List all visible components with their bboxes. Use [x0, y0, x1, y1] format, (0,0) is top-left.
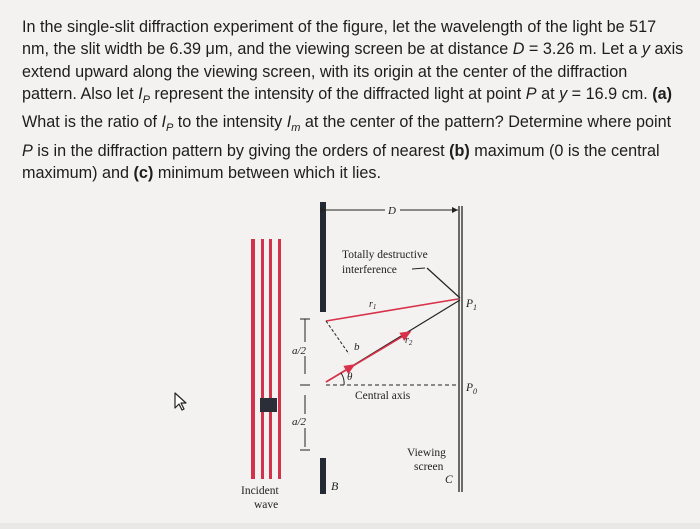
var-Ip-2 [161, 113, 174, 135]
var-D: D [512, 40, 525, 59]
problem-text-9: at the center of the pattern? Determine where point [300, 113, 672, 132]
wavefront-dark-band [260, 398, 277, 412]
interference-label: interference [342, 264, 397, 276]
interference-pointer [412, 268, 425, 269]
part-c-label: (c) [133, 164, 154, 183]
b-label: b [354, 341, 360, 353]
problem-text-3: axis extend upward along the viewing screen, with its origin at the center of the diffraction pattern. Also let [22, 40, 684, 103]
part-b-label: (b) [449, 141, 470, 160]
a-half-upper-label: a/2 [292, 345, 307, 357]
problem-text-12: minimum between which it lies. [153, 164, 381, 183]
problem-text-2: = 3.26 m. Let a [524, 40, 642, 59]
diffraction-figure [230, 192, 480, 517]
C-label: C [445, 474, 453, 486]
var-y-2: y [559, 84, 568, 103]
incident-label: Incident [241, 485, 279, 497]
var-Im-sub: m [291, 122, 301, 135]
var-P-2: P [22, 141, 33, 160]
slit-width-markers [300, 319, 310, 450]
problem-text-1: In the single-slit diffraction experiment of the figure, let the wavelength of the light be 517 nm, the slit width be 6.39 μm, and the viewing screen be at distance [22, 18, 657, 59]
r1-label: $r_1$ [369, 299, 377, 311]
incident-wavefronts [251, 239, 281, 479]
var-Ip-I: I [138, 84, 143, 103]
var-Ip [138, 84, 150, 107]
destructive-line-upper [427, 268, 460, 298]
var-Ip2-I: I [161, 113, 166, 132]
wavefront-4 [278, 239, 281, 479]
wavefront-3 [269, 239, 272, 479]
problem-statement [22, 16, 686, 185]
path-difference-line [326, 321, 349, 354]
var-Im-I: I [286, 113, 292, 132]
problem-text-8: to the intensity [173, 113, 287, 132]
ray-r1 [326, 299, 458, 321]
var-Im [286, 113, 301, 135]
wavefront-1 [251, 239, 255, 479]
problem-text-7: What is the ratio of [22, 113, 162, 132]
var-P-1: P [525, 84, 537, 103]
viewing-label: Viewing [407, 447, 446, 459]
var-Ip-sub: P [142, 94, 150, 107]
problem-text-10: is in the diffraction pattern by giving the orders of nearest [32, 141, 450, 160]
barrier-lower [320, 458, 326, 494]
totally-destructive-label: Totally destructive [342, 249, 428, 261]
P1-label: $P_1$ [466, 298, 478, 312]
barrier-upper [320, 202, 326, 312]
a-half-lower-label: a/2 [292, 416, 307, 428]
theta-label: θ [347, 371, 353, 383]
wavefront-2 [261, 239, 264, 479]
part-a-label: (a) [652, 84, 673, 103]
D-label: D [388, 205, 396, 217]
P0-label: $P_0$ [466, 382, 478, 396]
bottom-edge [0, 523, 700, 529]
var-Ip2-sub: P [165, 122, 174, 135]
diffraction-diagram [230, 192, 480, 517]
problem-text-11: maximum (0 is the central maximum) and [22, 141, 660, 183]
central-axis-label: Central axis [355, 390, 411, 402]
theta-arc [341, 373, 344, 385]
screen-label: screen [414, 461, 444, 473]
B-label: B [331, 479, 339, 493]
problem-text-5: at [536, 84, 560, 103]
problem-text-4: represent the intensity of the diffracted light at point [149, 84, 526, 103]
mouse-pointer-icon [173, 392, 189, 412]
var-y: y [641, 40, 650, 59]
wave-label: wave [254, 499, 279, 511]
problem-text-6: = 16.9 cm. [567, 84, 653, 103]
r2-label: $r_2$ [405, 335, 413, 347]
